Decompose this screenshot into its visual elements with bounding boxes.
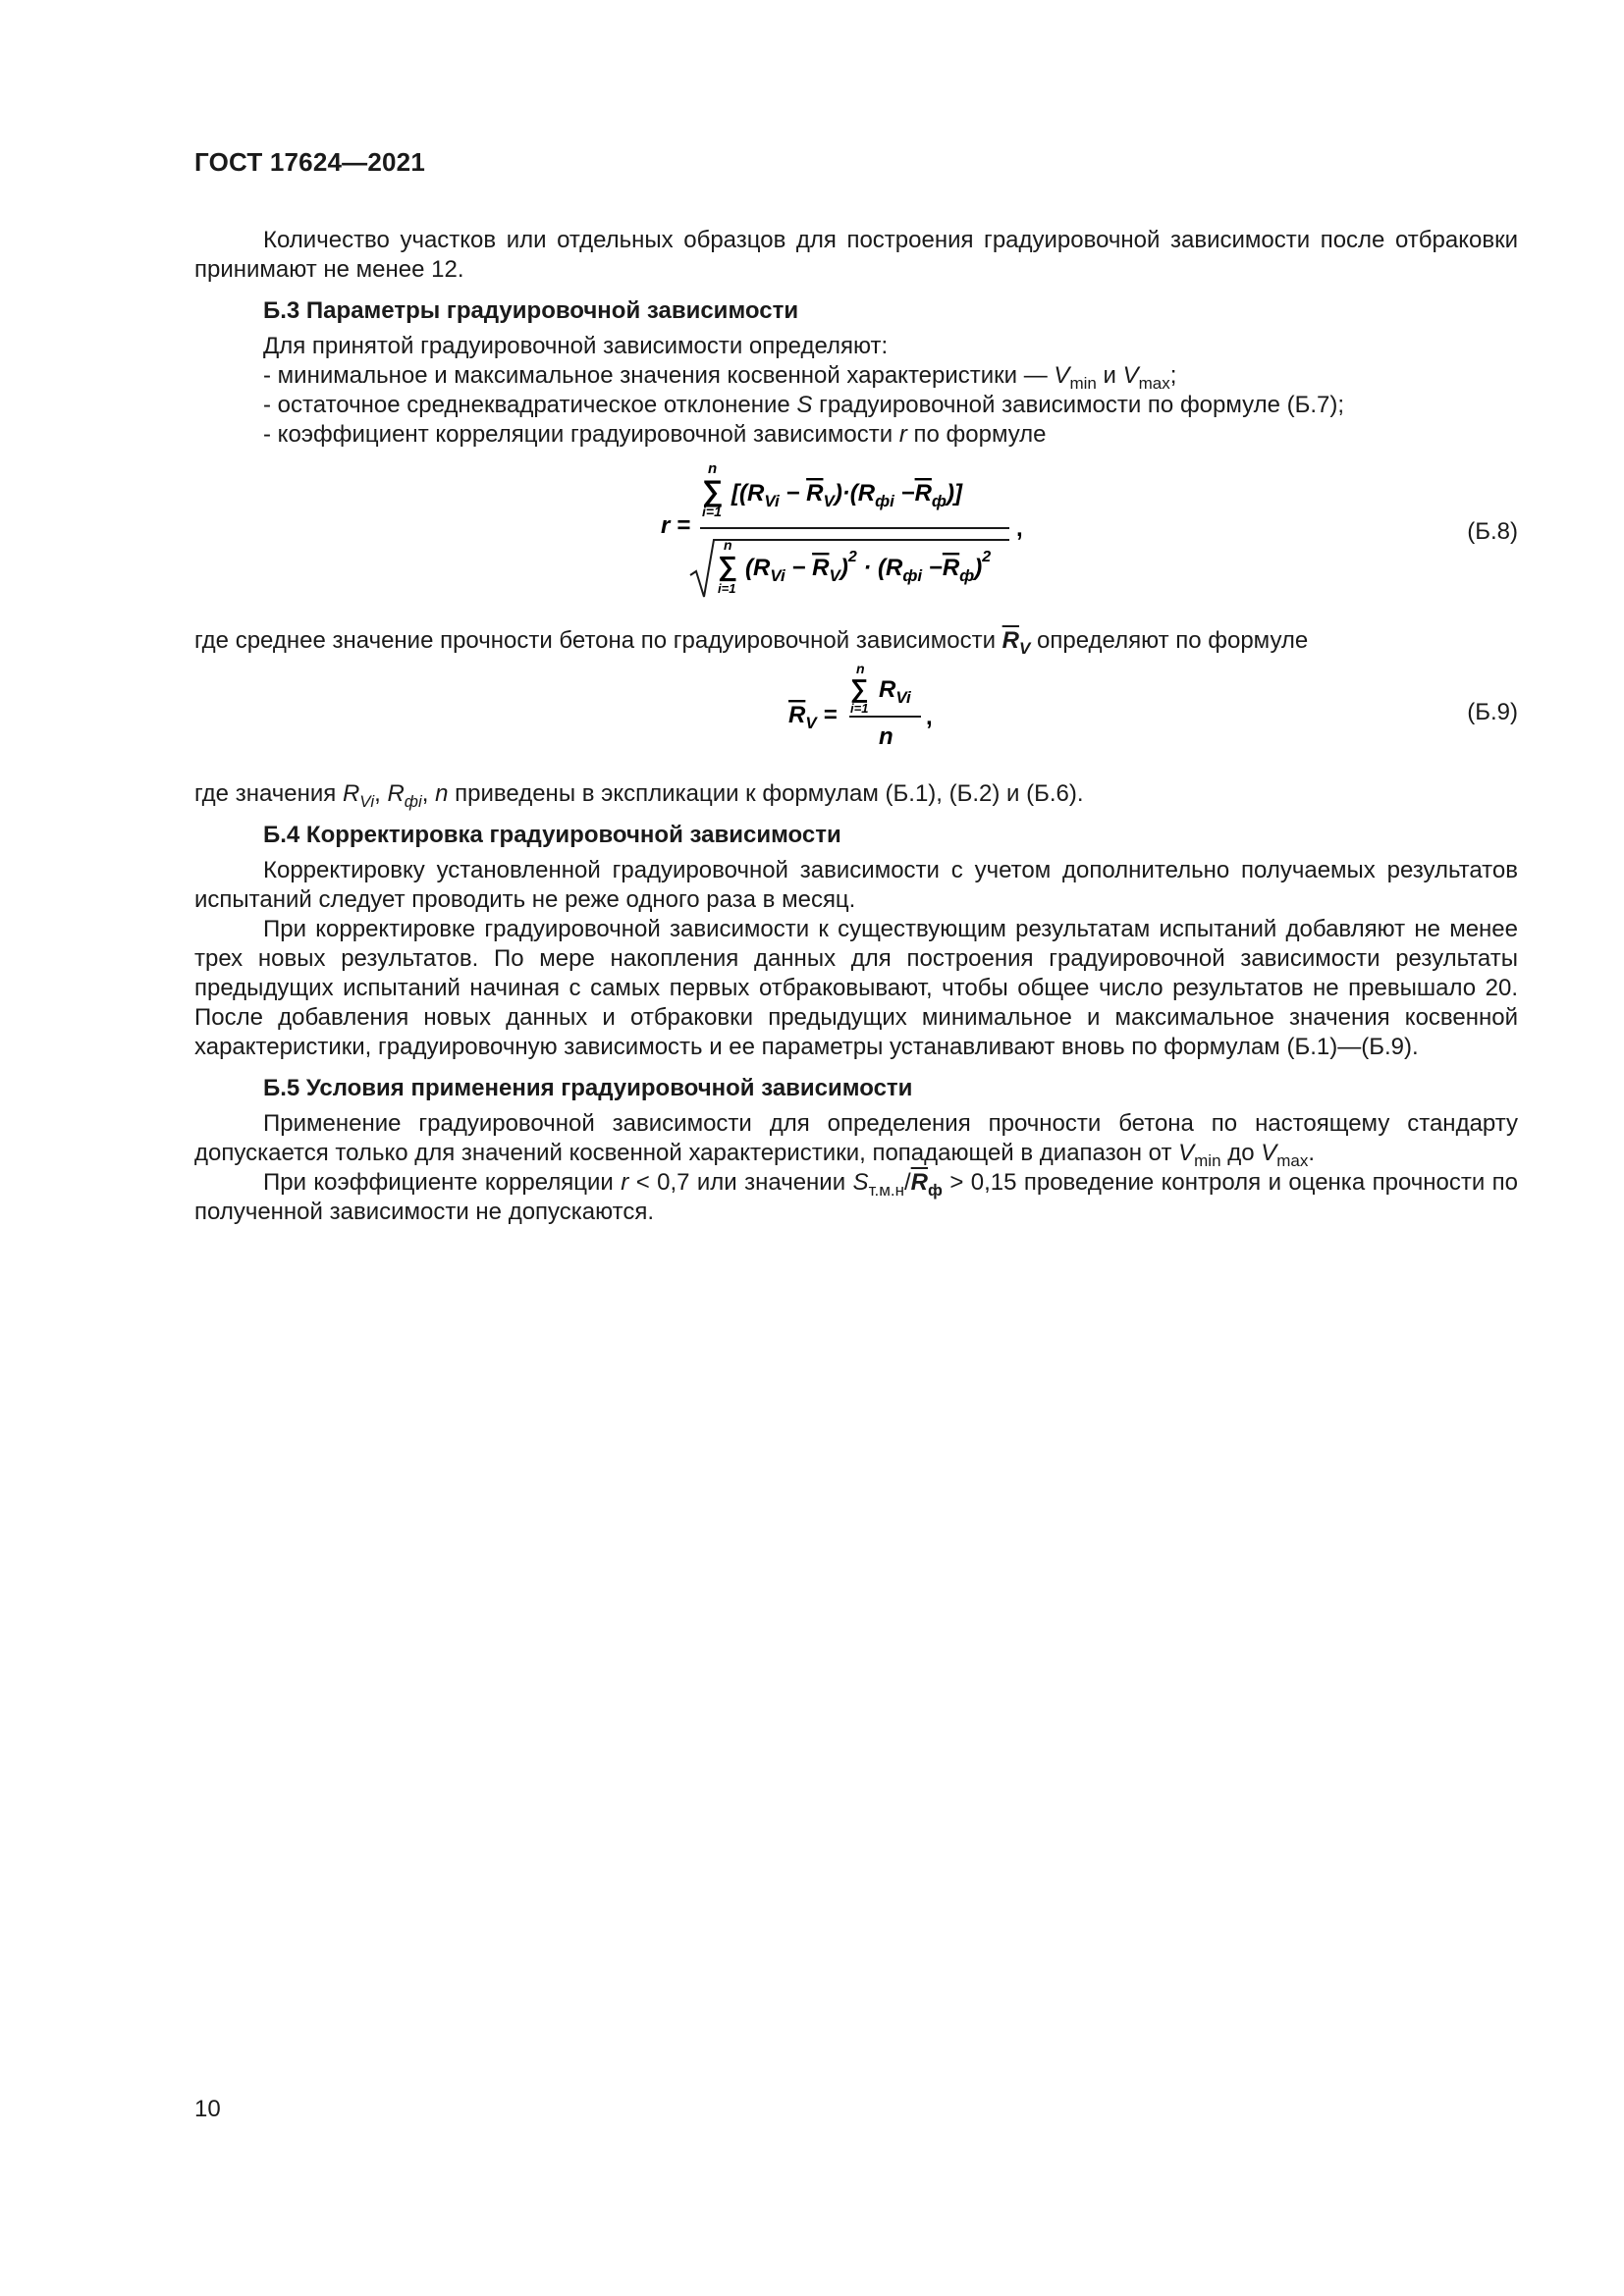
section-b3-lead: Для принятой градуировочной зависимости определяют: <box>263 333 889 359</box>
sum-lower-denominator: i=1 <box>718 581 736 596</box>
section-b5-p1: Применение градуировочной зависимости для определения прочности бетона по настоящему стандарту допускается только для значений косвенной характеристики, попадающей в диапазон от $V_{min}$ до $V_{max}$. <box>194 1110 1518 1170</box>
list-item-correlation: - коэффициент корреляции градуировочной зависимости r по формуле <box>263 421 1047 448</box>
sum-upper: n <box>708 460 718 477</box>
formula-b9-lhs: $R_V$ = <box>788 702 838 732</box>
numerator-expression: $[(R_{Vi} - R_V)\cdot(R_{фi} -R_ф)]$ <box>731 480 962 510</box>
formula-b9-comma: , <box>926 704 933 730</box>
formula-b8-comma: , <box>1016 515 1023 542</box>
formula-b9-row <box>194 662 1518 760</box>
formula-b9 <box>788 662 946 760</box>
list-item-deviation: - остаточное среднеквадратическое отклонение S градуировочной зависимости по формуле (Б.7); <box>263 392 1345 418</box>
sum-lower: i=1 <box>702 504 722 519</box>
section-b4-p2: При корректировке градуировочной зависимости к существующим результатам испытаний добавляют не менее трех новых результатов. По мере накопления данных для построения градуировочной зависимости результаты предыдущих испытаний начиная с самых первых отбраковывают, чтобы общее число результатов не превышало 20. После добавления новых данных и отбраковки предыдущих минимальное и максимальное значения косвенной характеристики, градуировочную зависимость и ее параметры устанавливают вновь по формулам (Б.1)—(Б.9). <box>194 916 1518 1060</box>
formula-b8-label: (Б.8) <box>1467 518 1518 545</box>
section-b3-heading: Б.3 Параметры градуировочной зависимости <box>263 297 799 324</box>
document-body <box>194 226 1518 1227</box>
sum-lower-b9: i=1 <box>850 701 869 716</box>
section-b5-p2: При коэффициенте корреляции r < 0,7 или значении $S_{т.м.н}/\overline{R}_ф > 0,15$ проведение контроля и оценка прочности по полученной зависимости не допускаются. <box>194 1169 1519 1225</box>
denominator-b9: n <box>879 723 893 750</box>
section-b4-heading: Б.4 Корректировка градуировочной зависимости <box>263 822 841 848</box>
formula-b8-lhs: r = <box>661 512 691 539</box>
section-b5-heading: Б.5 Условия применения градуировочной зависимости <box>263 1075 913 1101</box>
sum-upper-b9: n <box>856 662 865 676</box>
formula-b9-label: (Б.9) <box>1467 699 1518 725</box>
numerator-b9: $R_{Vi}$ <box>879 676 911 707</box>
formula-b8 <box>661 459 1073 607</box>
formula-b8-row <box>194 459 1518 607</box>
sum-upper-denominator: n <box>724 537 732 553</box>
page-header: ГОСТ 17624—2021 <box>194 147 425 177</box>
section-b4-p1: Корректировку установленной градуировочной зависимости с учетом дополнительно получаемых результатов испытаний следует проводить не реже одного раза в месяц. <box>194 857 1518 913</box>
after-b9-paragraph: где значения $R_{Vi}$, $R_{фi}$, n приведены в экспликации к формулам (Б.1), (Б.2) и (Б.6). <box>194 780 1084 811</box>
page-number: 10 <box>194 2096 221 2122</box>
sum-symbol: ∑ <box>702 475 724 507</box>
intro-paragraph: Количество участков или отдельных образцов для построения градуировочной зависимости после отбраковки принимают не менее 12. <box>194 227 1518 283</box>
list-item-range: - минимальное и максимальное значения косвенной характеристики — $V_{min}$ и $V_{max}$; <box>263 362 1177 393</box>
after-b8-paragraph: где среднее значение прочности бетона по градуировочной зависимости $\overline{R}_V$ определяют по формуле <box>194 627 1309 658</box>
sum-symbol-b9: ∑ <box>850 673 869 703</box>
sum-symbol-denominator: ∑ <box>718 551 737 581</box>
denominator-expression: $(R_{Vi} - R_V)^2 \cdot (R_{фi} -R_ф)^2$ <box>745 549 992 585</box>
